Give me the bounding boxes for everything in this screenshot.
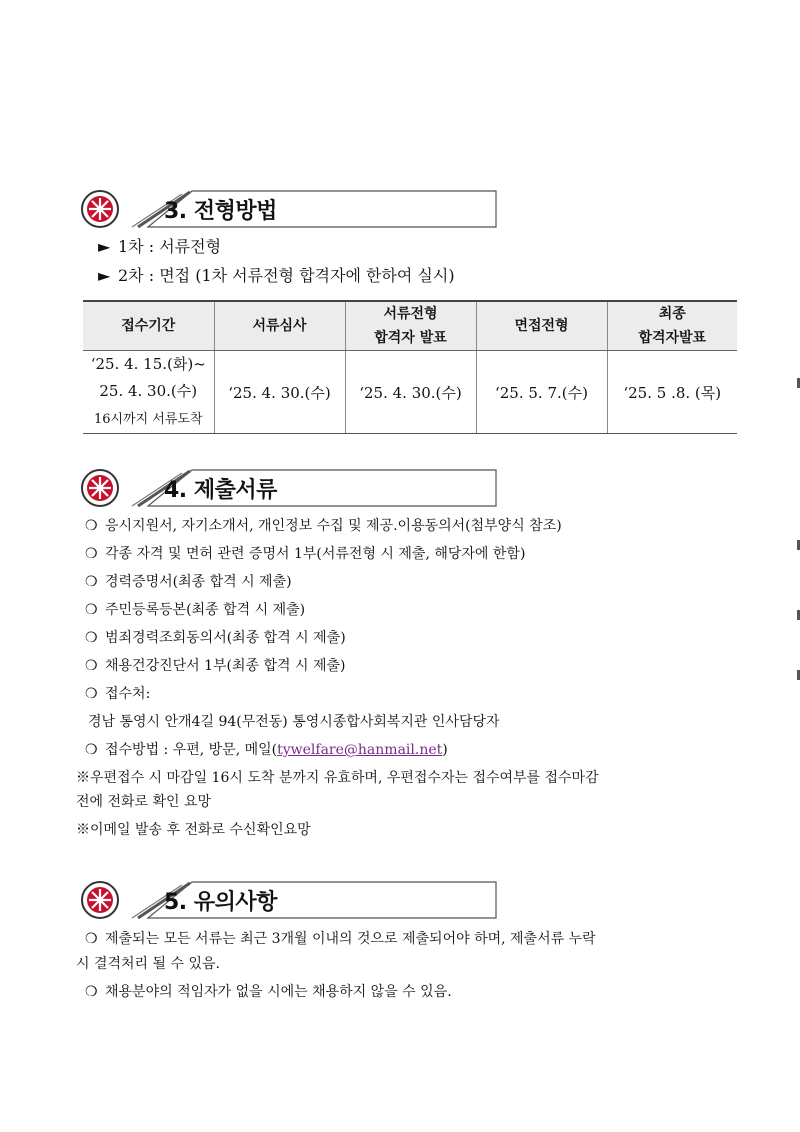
- header-period: 접수기간: [83, 301, 214, 351]
- caritas-cross-icon: [82, 470, 118, 506]
- list-item: ❍ 접수처:: [85, 686, 151, 702]
- hollow-circle-icon: ❍: [85, 546, 98, 562]
- section-title: 3. 전형방법: [164, 199, 277, 224]
- hollow-circle-icon: ❍: [85, 630, 98, 646]
- header-document-result: 서류전형 합격자 발표: [345, 301, 476, 351]
- email-link[interactable]: tywelfare@hanmail.net: [277, 742, 443, 758]
- section-title: 5. 유의사항: [164, 890, 277, 915]
- table-row: [83, 351, 737, 434]
- section-header-frame: [78, 879, 498, 919]
- black-right-pointer-icon: ►: [98, 237, 111, 256]
- hollow-circle-icon: ❍: [85, 658, 98, 674]
- caritas-cross-icon: [82, 882, 118, 918]
- address-line: 경남 통영시 안개4길 94(무전동) 통영시종합사회복지관 인사담당자: [88, 714, 500, 730]
- list-item: ► 2차 : 면접 (1차 서류전형 합격자에 한하여 실시): [98, 266, 455, 285]
- hollow-circle-icon: ❍: [85, 931, 98, 947]
- submission-method: ❍ 접수방법 : 우편, 방문, 메일(tywelfare@hanmail.net): [85, 742, 448, 758]
- hollow-circle-icon: ❍: [85, 602, 98, 618]
- list-item-continuation: 시 결격처리 될 수 있음.: [76, 956, 220, 972]
- header-document-review: 서류심사: [214, 301, 345, 351]
- list-item: ► 1차 : 서류전형: [98, 237, 222, 256]
- list-item: ❍ 응시지원서, 자기소개서, 개인정보 수집 및 제공.이용동의서(첨부양식 참조): [85, 518, 562, 534]
- cell-document-result: ‘25. 4. 30.(수): [345, 351, 476, 434]
- schedule-table: [83, 300, 737, 434]
- list-item: ❍ 채용건강진단서 1부(최종 합격 시 제출): [85, 658, 346, 674]
- cell-final-result: ‘25. 5 .8. (목): [607, 351, 737, 434]
- list-item: ❍ 경력증명서(최종 합격 시 제출): [85, 574, 292, 590]
- section-header-3: [78, 188, 498, 228]
- table-header-row: [83, 301, 737, 351]
- cell-period: ‘25. 4. 15.(화)~ 25. 4. 30.(수) 16시까지 서류도착: [83, 351, 214, 434]
- hollow-circle-icon: ❍: [85, 686, 98, 702]
- hollow-circle-icon: ❍: [85, 574, 98, 590]
- list-item: ❍ 제출되는 모든 서류는 최근 3개월 이내의 것으로 제출되어야 하며, 제출서류 누락: [85, 931, 596, 947]
- section-title: 4. 제출서류: [164, 478, 277, 503]
- hollow-circle-icon: ❍: [85, 518, 98, 534]
- header-interview: 면접전형: [476, 301, 607, 351]
- section-header-frame: [78, 467, 498, 507]
- list-item: ❍ 각종 자격 및 면허 관련 증명서 1부(서류전형 시 제출, 해당자에 한함): [85, 546, 526, 562]
- section-header-frame: [78, 188, 498, 228]
- list-item: ❍ 채용분야의 적임자가 없을 시에는 채용하지 않을 수 있음.: [85, 984, 452, 1000]
- note-line: 전에 전화로 확인 요망: [76, 794, 212, 810]
- cell-document-review: ‘25. 4. 30.(수): [214, 351, 345, 434]
- list-item: ❍ 범죄경력조회동의서(최종 합격 시 제출): [85, 630, 346, 646]
- header-final-result: 최종 합격자발표: [607, 301, 737, 351]
- caritas-cross-icon: [82, 191, 118, 227]
- section-header-4: [78, 467, 498, 507]
- note-line: ※우편접수 시 마감일 16시 도착 분까지 유효하며, 우편접수자는 접수여부를 접수마감: [76, 770, 599, 786]
- cell-interview: ‘25. 5. 7.(수): [476, 351, 607, 434]
- hollow-circle-icon: ❍: [85, 984, 98, 1000]
- section-header-5: [78, 879, 498, 919]
- note-line: ※이메일 발송 후 전화로 수신확인요망: [76, 822, 311, 838]
- hollow-circle-icon: ❍: [85, 742, 98, 758]
- black-right-pointer-icon: ►: [98, 266, 111, 285]
- list-item: ❍ 주민등록등본(최종 합격 시 제출): [85, 602, 306, 618]
